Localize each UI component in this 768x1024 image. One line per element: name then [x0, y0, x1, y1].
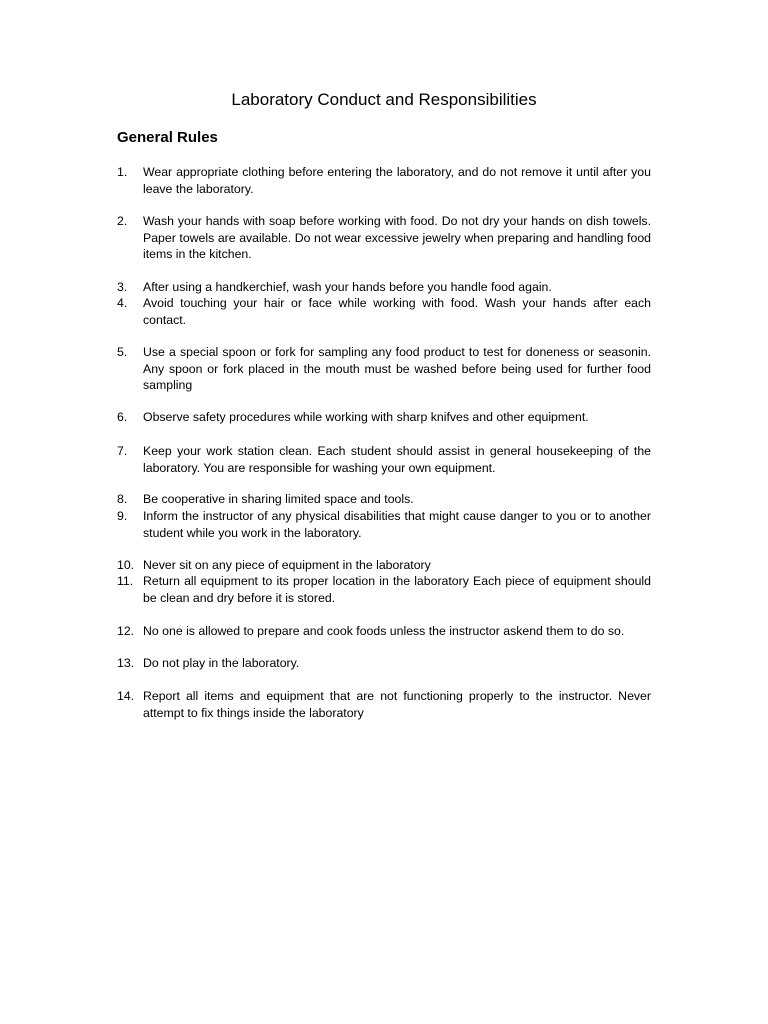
rule-text: Use a special spoon or fork for sampling any food product to test for doneness or seasonin. Any spoon or fork placed in the mouth must be washed before being used for further food sampling: [143, 345, 651, 392]
rule-text: No one is allowed to prepare and cook foods unless the instructor askend them to do so.: [143, 624, 625, 638]
rule-number: 13.: [117, 656, 135, 670]
rule-text: Wear appropriate clothing before entering the laboratory, and do not remove it until after you leave the laboratory.: [143, 165, 651, 196]
rule-number: 2.: [117, 214, 128, 228]
rule-number: 5.: [117, 345, 128, 359]
rule-number: 9.: [117, 509, 128, 523]
rule-text: Keep your work station clean. Each student should assist in general housekeeping of the laboratory. You are responsible for washing your own equipment.: [143, 444, 651, 475]
rule-text: After using a handkerchief, wash your hands before you handle food again.: [143, 280, 552, 294]
rule-number: 7.: [117, 444, 128, 458]
rule-number: 12.: [117, 624, 135, 638]
rule-text: Wash your hands with soap before working with food. Do not dry your hands on dish towels. Paper towels are available. Do not wear excessive jewelry when preparing and handling food items in the kitchen.: [143, 214, 651, 261]
rule-number: 6.: [117, 410, 128, 424]
rule-number: 10.: [117, 558, 135, 572]
rule-number: 11.: [117, 574, 134, 588]
rule-text: Inform the instructor of any physical disabilities that might cause danger to you or to another student while you work in the laboratory.: [143, 509, 651, 540]
section-heading: General Rules: [117, 129, 218, 146]
rule-text: Be cooperative in sharing limited space and tools.: [143, 492, 414, 506]
rule-number: 1.: [117, 165, 128, 179]
document-title: Laboratory Conduct and Responsibilities: [231, 90, 537, 109]
rule-number: 3.: [117, 280, 128, 294]
rule-number: 4.: [117, 296, 128, 310]
rule-text: Report all items and equipment that are not functioning properly to the instructor. Never attempt to fix things inside the laboratory: [143, 689, 651, 720]
rule-number: 8.: [117, 492, 128, 506]
rule-text: Do not play in the laboratory.: [143, 656, 300, 670]
rule-text: Observe safety procedures while working with sharp knifves and other equipment.: [143, 410, 589, 424]
rule-text: Never sit on any piece of equipment in the laboratory: [143, 558, 431, 572]
rule-number: 14.: [117, 689, 135, 703]
rule-text: Avoid touching your hair or face while working with food. Wash your hands after each contact.: [143, 296, 651, 327]
rule-text: Return all equipment to its proper location in the laboratory Each piece of equipment should be clean and dry before it is stored.: [143, 574, 651, 605]
